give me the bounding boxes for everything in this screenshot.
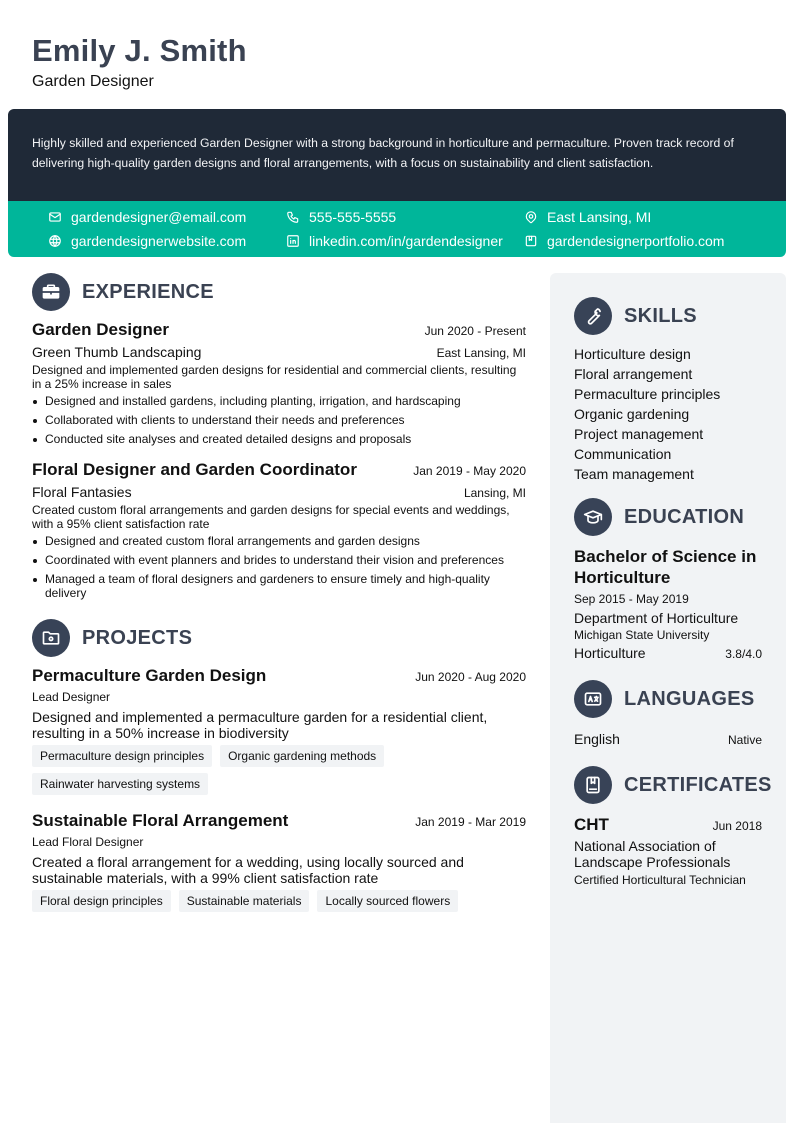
project-role: Lead Designer: [32, 690, 111, 704]
job-location: East Lansing, MI: [436, 346, 526, 360]
briefcase-icon: [32, 273, 70, 311]
skill-item: Team management: [574, 466, 694, 482]
project-dates: Jun 2020 - Aug 2020: [415, 670, 526, 684]
certificate-date: Jun 2018: [712, 819, 762, 833]
job-title: Garden Designer: [32, 320, 169, 339]
experience-entry: [32, 460, 526, 600]
job-dates: Jan 2019 - May 2020: [413, 464, 526, 478]
job-bullet: Managed a team of floral designers and gardeners to ensure timely and high-quality delivery: [45, 572, 526, 600]
language-item: [574, 731, 762, 747]
certificates-section-header: [574, 765, 772, 805]
job-bullet: Conducted site analyses and created detailed designs and proposals: [45, 432, 526, 446]
skills-section-header: [574, 296, 762, 336]
job-bullets: [32, 394, 526, 446]
job-description: Created custom floral arrangements and garden designs for special events and weddings, with a 95% client satisfaction rate: [32, 503, 510, 531]
project-tag: Organic gardening methods: [220, 745, 384, 767]
certificate-entry: [574, 814, 762, 887]
education-field: Horticulture: [574, 645, 646, 661]
project-title: Permaculture Garden Design: [32, 666, 267, 685]
project-tags: [32, 890, 526, 918]
skill-item: Communication: [574, 446, 672, 462]
job-location: Lansing, MI: [463, 486, 526, 500]
contact-location-text: East Lansing, MI: [547, 209, 652, 225]
contact-email[interactable]: [48, 209, 246, 225]
translate-icon: [574, 680, 612, 718]
experience-entry: [32, 320, 526, 446]
language-level: Native: [727, 733, 762, 747]
skill-item: Permaculture principles: [574, 386, 721, 402]
job-description: Designed and implemented garden designs for residential and commercial clients, resulting in a 25% increase in sales: [32, 363, 517, 391]
folder-icon: [32, 619, 70, 657]
skill-item: Horticulture design: [574, 346, 691, 362]
education-dates: Sep 2015 - May 2019: [574, 592, 689, 606]
language-name: English: [574, 731, 620, 747]
contact-phone-text: 555-555-5555: [309, 209, 397, 225]
mail-icon: [48, 210, 62, 224]
map-pin-icon: [524, 210, 538, 224]
job-bullet: Collaborated with clients to understand their needs and preferences: [45, 413, 526, 427]
education-section-header: [574, 497, 762, 537]
project-tags: [32, 745, 526, 801]
education-gpa: 3.8/4.0: [725, 647, 762, 661]
job-company: Green Thumb Landscaping: [32, 344, 202, 360]
globe-icon: [48, 234, 62, 248]
job-company: Floral Fantasies: [32, 484, 132, 500]
contact-portfolio-text: gardendesignerportfolio.com: [547, 233, 725, 249]
experience-heading: EXPERIENCE: [82, 280, 214, 303]
contact-linkedin-text: linkedin.com/in/gardendesigner: [309, 233, 503, 249]
resume-header: [32, 32, 247, 91]
skills-list: [574, 344, 762, 484]
candidate-name: Emily J. Smith: [32, 33, 247, 68]
project-role: Lead Floral Designer: [32, 835, 144, 849]
project-tag: Sustainable materials: [179, 890, 310, 912]
project-description: Designed and implemented a permaculture garden for a residential client, resulting in a 50% increase in biodiversity: [32, 709, 488, 741]
projects-section-header: [32, 618, 526, 658]
languages-heading: LANGUAGES: [624, 687, 755, 710]
languages-section-header: [574, 679, 762, 719]
summary-block: [8, 109, 786, 201]
certificate-issuer: National Association of Landscape Professionals: [574, 838, 731, 870]
job-bullet: Coordinated with event planners and brides to understand their vision and preferences: [45, 553, 526, 567]
certificate-full-name: Certified Horticultural Technician: [574, 873, 746, 887]
job-dates: Jun 2020 - Present: [424, 324, 526, 338]
skill-item: Project management: [574, 426, 704, 442]
education-heading: EDUCATION: [624, 505, 745, 528]
project-tag: Permaculture design principles: [32, 745, 212, 767]
contact-bar: [8, 201, 786, 257]
projects-heading: PROJECTS: [82, 626, 193, 649]
book-icon: [574, 766, 612, 804]
skill-item: Organic gardening: [574, 406, 690, 422]
skills-heading: SKILLS: [624, 304, 697, 327]
phone-icon: [286, 210, 300, 224]
project-title: Sustainable Floral Arrangement: [32, 811, 289, 830]
candidate-title: Garden Designer: [32, 73, 154, 90]
skill-item: Floral arrangement: [574, 366, 693, 382]
project-description: Created a floral arrangement for a wedding, using locally sourced and sustainable materials, with a 99% client satisfaction rate: [32, 854, 464, 886]
education-department: Department of Horticulture: [574, 610, 739, 626]
contact-location: [524, 209, 651, 225]
project-tag: Floral design principles: [32, 890, 171, 912]
graduation-cap-icon: [574, 498, 612, 536]
project-tag: Locally sourced flowers: [317, 890, 458, 912]
job-bullets: [32, 534, 526, 600]
contact-website[interactable]: [48, 233, 246, 249]
project-dates: Jan 2019 - Mar 2019: [415, 815, 526, 829]
contact-portfolio[interactable]: [524, 233, 724, 249]
linkedin-icon: [286, 234, 300, 248]
contact-phone[interactable]: [286, 209, 396, 225]
job-title: Floral Designer and Garden Coordinator: [32, 460, 357, 479]
sidebar: [550, 273, 786, 1123]
contact-email-text: gardendesigner@email.com: [71, 209, 247, 225]
education-entry: [574, 546, 762, 661]
education-school: Michigan State University: [574, 628, 710, 642]
wrench-icon: [574, 297, 612, 335]
certificates-heading: CERTIFICATES: [624, 773, 772, 796]
contact-website-text: gardendesignerwebsite.com: [71, 233, 247, 249]
job-bullet: Designed and created custom floral arrangements and garden designs: [45, 534, 526, 548]
summary-text: Highly skilled and experienced Garden Designer with a strong background in horticulture and permaculture. Proven track record of delivering high-quality garden designs and floral arrangements, with a focus on sustainability and client satisfaction.: [32, 136, 734, 170]
project-entry: [32, 811, 526, 918]
project-entry: [32, 666, 526, 801]
job-bullet: Designed and installed gardens, including planting, irrigation, and hardscaping: [45, 394, 526, 408]
portfolio-icon: [524, 234, 538, 248]
contact-linkedin[interactable]: [286, 233, 503, 249]
degree: Bachelor of Science in Horticulture: [574, 547, 757, 587]
experience-section-header: [32, 272, 526, 312]
main-column: [32, 272, 526, 918]
project-tag: Rainwater harvesting systems: [32, 773, 208, 795]
certificate-name: CHT: [574, 815, 609, 834]
